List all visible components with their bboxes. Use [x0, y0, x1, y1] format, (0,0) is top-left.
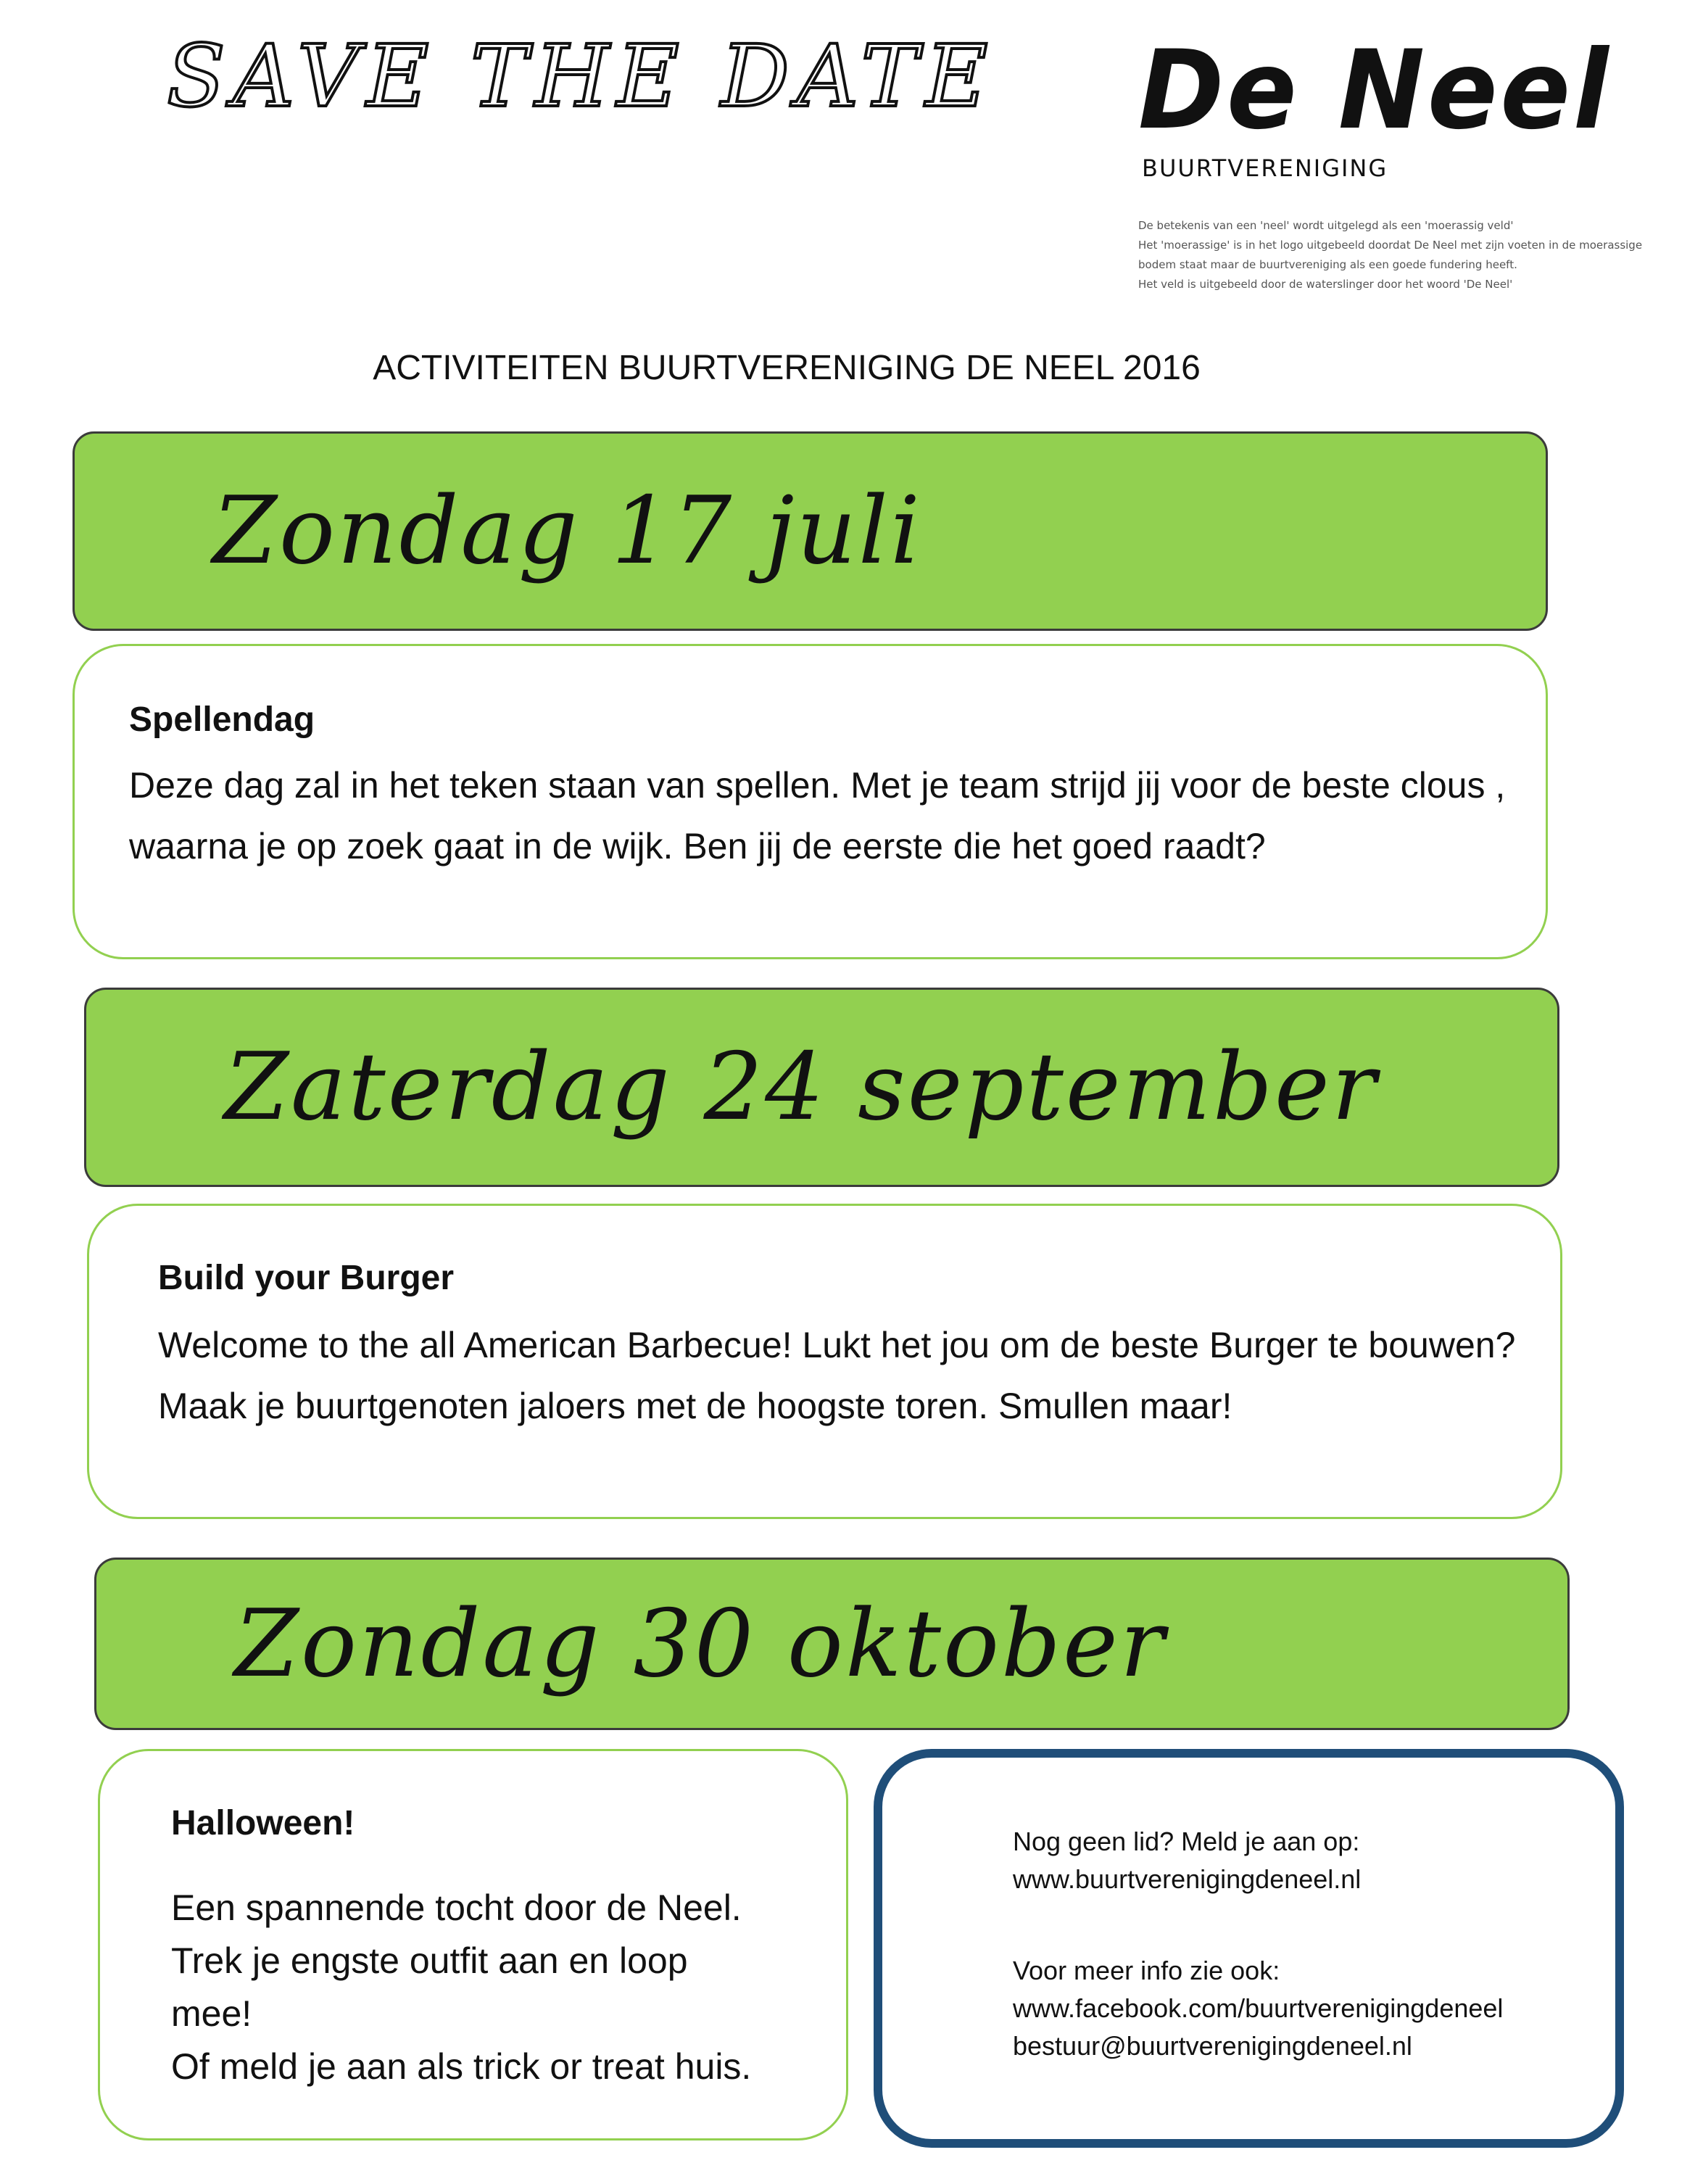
event-description: Deze dag zal in het teken staan van spellen. Met je team strijd jij voor de beste clous , waarna je op zoek gaat in de wijk. Ben jij de eerste die het goed raadt? [129, 765, 1506, 866]
logo-note-line: bodem staat maar de buurtvereniging als een goede fundering heeft. [1138, 258, 1517, 271]
email-link[interactable]: bestuur@buurtverenigingdeneel.nl [1013, 2031, 1412, 2061]
page-heading: ACTIVITEITEN BUURTVERENIGING DE NEEL 2016 [373, 349, 1201, 387]
event-title: Build your Burger [158, 1259, 455, 1297]
event-date: Zondag 30 oktober [234, 1589, 1167, 1698]
event-date: Zondag 17 juli [212, 477, 922, 585]
event-card-burger [87, 1204, 1562, 1519]
event-card-spellendag [72, 644, 1548, 959]
logo-note-line: Het veld is uitgebeeld door de waterslinger door het woord 'De Neel' [1138, 278, 1513, 291]
event-date: Zaterdag 24 september [224, 1033, 1378, 1141]
description-line: Of meld je aan als trick or treat huis. [171, 2046, 752, 2087]
membership-info-box [874, 1749, 1624, 2148]
event-title: Halloween! [171, 1804, 355, 1842]
member-prompt: Nog geen lid? Meld je aan op: [1013, 1827, 1360, 1856]
event-description: Welcome to the all American Barbecue! Lukt het jou om de beste Burger te bouwen? Maak je buurtgenoten jaloers met de hoogste toren. Smullen maar! [158, 1325, 1516, 1426]
logo-note-line: Het 'moerassige' is in het logo uitgebeeld doordat De Neel met zijn voeten in de moerassige [1138, 239, 1643, 252]
date-banner-3 [94, 1558, 1570, 1730]
event-title: Spellendag [129, 700, 315, 739]
description-line: mee! [171, 1993, 252, 2034]
logo-note-line: De betekenis van een 'neel' wordt uitgelegd als een 'moerassig veld' [1138, 219, 1514, 232]
date-banner-2 [84, 988, 1559, 1187]
event-description [171, 1882, 824, 2093]
member-website-link[interactable]: www.buurtverenigingdeneel.nl [1013, 1864, 1362, 1894]
more-info-label: Voor meer info zie ook: [1013, 1956, 1280, 1985]
description-line: Trek je engste outfit aan en loop [171, 1940, 688, 1981]
description-line: Een spannende tocht door de Neel. [171, 1887, 742, 1928]
save-the-date-title: SAVE THE DATE [167, 26, 995, 126]
logo-subtitle: BUURTVERENIGING [1142, 154, 1388, 182]
date-banner-1 [72, 431, 1548, 631]
event-card-halloween [98, 1749, 848, 2140]
logo-note [1138, 216, 1660, 296]
de-neel-logo: De Neel [1138, 28, 1612, 154]
facebook-link[interactable]: www.facebook.com/buurtverenigingdeneel [1013, 1993, 1504, 2023]
